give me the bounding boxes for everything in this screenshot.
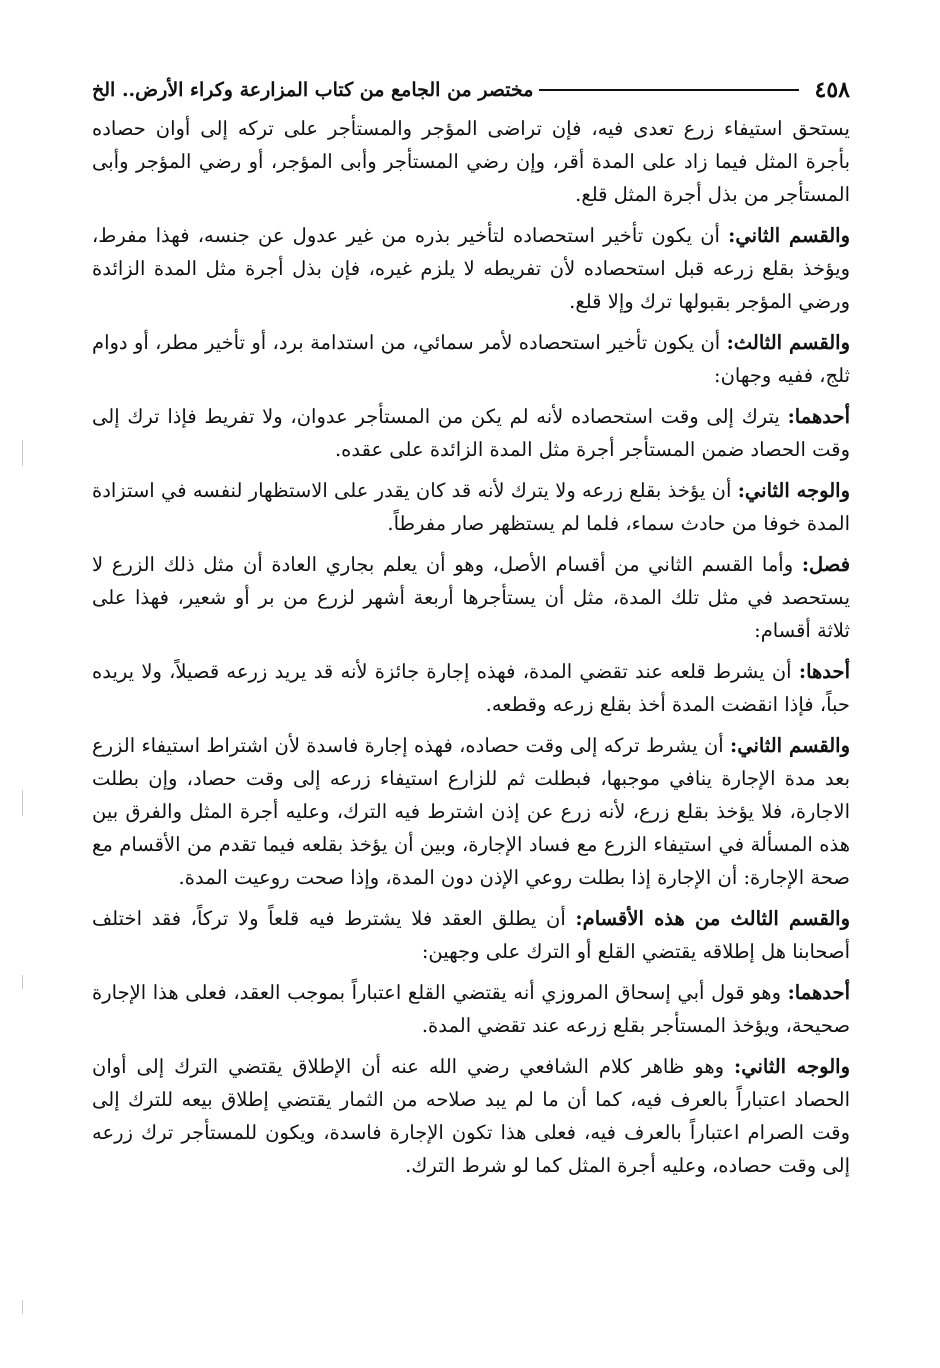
paragraph-lead: والوجه الثاني: xyxy=(737,479,850,502)
paragraph-lead: والقسم الثاني: xyxy=(730,734,850,757)
paragraph xyxy=(92,902,850,968)
running-title: مختصر من الجامع من كتاب المزارعة وكراء الأرض.. الخ xyxy=(92,79,534,101)
paragraph-lead: والقسم الثالث من هذه الأقسام: xyxy=(575,907,851,930)
page-number: ٤٥٨ xyxy=(814,77,850,103)
paragraph xyxy=(92,326,850,392)
margin-mark xyxy=(22,975,23,989)
paragraph-text: يستحق استيفاء زرع تعدى فيه، فإن تراضى المؤجر والمستأجر على تركه إلى أوان حصاده بأجرة المثل فيما زاد على المدة أقر، وإن رضي المستأجر وأبى المؤجر، أو رضي المؤجر وأبى المستأجر من بذل أجرة المثل قلع. xyxy=(92,117,850,206)
margin-mark xyxy=(22,440,23,466)
paragraph xyxy=(92,474,850,540)
margin-mark xyxy=(22,1300,23,1314)
paragraph-lead: أحدها: xyxy=(798,660,851,683)
paragraph-lead: والوجه الثاني: xyxy=(734,1055,850,1078)
paragraph xyxy=(92,112,850,211)
paragraph-text: وهو قول أبي إسحاق المروزي أنه يقتضي القلع اعتباراً بموجب العقد، فعلى هذا الإجارة صحيحة، ويؤخذ المستأجر بقلع زرعه عند تقضي المدة. xyxy=(92,981,850,1037)
paragraph xyxy=(92,729,850,894)
paragraph-text: أن يشرط تركه إلى وقت حصاده، فهذه إجارة فاسدة لأن اشتراط استيفاء الزرع بعد مدة الإجارة ينافي موجبها، فبطلت ثم للزارع استيفاء زرعه إلى وقت حصاد، وإن بطلت الاجارة، فلا يؤخذ بقلع زرع، لأنه زرع عن إذن اشترط فيه الترك، وعليه أجرة المثل والفرق بين هذه المسألة في استيفاء الزرع مع فساد الإجارة، وبين أن يؤخذ بقلعه فيما تقدم من الأقسام مع صحة الإجارة: أن الإجارة إذا بطلت روعي الإذن دون المدة، وإذا صحت روعيت المدة. xyxy=(92,734,850,889)
paragraph-text: وهو ظاهر كلام الشافعي رضي الله عنه أن الإطلاق يقتضي الترك إلى أوان الحصاد اعتباراً بالعرف فيه، كما أن ما لم يبد صلاحه من الثمار يقتضي إطلاق بيعه للترك إلى وقت الصرام اعتباراً بالعرف فيه، فعلى هذا تكون الإجارة فاسدة، ويكون للمستأجر ترك زرعه إلى وقت حصاده، وعليه أجرة المثل كما لو شرط الترك. xyxy=(92,1055,850,1177)
paragraph xyxy=(92,1050,850,1182)
paragraph-lead: والقسم الثالث: xyxy=(726,331,851,354)
paragraph-lead: أحدهما: xyxy=(787,981,850,1004)
body-text xyxy=(92,112,850,1190)
margin-mark xyxy=(22,790,23,816)
paragraph-lead: فصل: xyxy=(801,553,851,576)
paragraph-text: وأما القسم الثاني من أقسام الأصل، وهو أن يعلم بجاري العادة أن مثل ذلك الزرع لا يستحصد في مثل تلك المدة، مثل أن يستأجرها أربعة أشهر لزرع من بر أو شعير، فهذا على ثلاثة أقسام: xyxy=(92,553,850,642)
paragraph-text: أن يكون تأخير استحصاده لتأخير بذره من غير عدول عن جنسه، فهذا مفرط، ويؤخذ بقلع زرعه قبل استحصاده لأن تفريطه لا يلزم غيره، فإن بذل أجرة مثل المدة الزائدة ورضي المؤجر بقبولها ترك وإلا قلع. xyxy=(92,224,850,313)
paragraph-lead: أحدهما: xyxy=(787,405,850,428)
paragraph xyxy=(92,976,850,1042)
paragraph-text: أن يشرط قلعه عند تقضي المدة، فهذه إجارة جائزة لأنه قد يريد زرعه قصيلاً، ولا يريده حباً، فإذا انقضت المدة أخذ بقلع زرعه وقطعه. xyxy=(92,660,850,716)
header-rule xyxy=(539,89,798,91)
paragraph xyxy=(92,219,850,318)
paragraph xyxy=(92,548,850,647)
paragraph-text: أن يكون تأخير استحصاده لأمر سمائي، من استدامة برد، أو تأخير مطر، أو دوام ثلج، ففيه وجهان: xyxy=(92,331,850,387)
paragraph-lead: والقسم الثاني: xyxy=(728,224,850,247)
page-header xyxy=(92,70,850,110)
paragraph xyxy=(92,400,850,466)
paragraph-text: أن يؤخذ بقلع زرعه ولا يترك لأنه قد كان يقدر على الاستظهار لنفسه في استزادة المدة خوفا من حادث سماء، فلما لم يستظهر صار مفرطاً. xyxy=(92,479,850,535)
paragraph xyxy=(92,655,850,721)
paragraph-text: أن يطلق العقد فلا يشترط فيه قلعاً ولا تركاً، فقد اختلف أصحابنا هل إطلاقه يقتضي القلع أو الترك على وجهين: xyxy=(92,907,850,963)
paragraph-text: يترك إلى وقت استحصاده لأنه لم يكن من المستأجر عدوان، ولا تفريط فإذا ترك إلى وقت الحصاد ضمن المستأجر أجرة مثل المدة الزائدة على عقده. xyxy=(92,405,850,461)
